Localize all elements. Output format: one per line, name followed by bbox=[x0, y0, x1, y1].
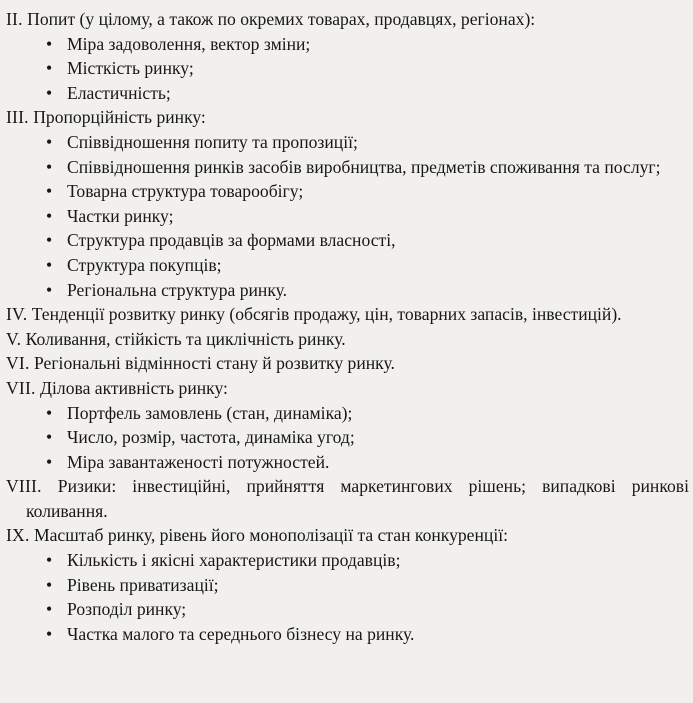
bullet-icon: • bbox=[46, 574, 53, 595]
outline-section bbox=[6, 327, 689, 352]
bullet-icon: • bbox=[46, 181, 53, 202]
bullet-icon: • bbox=[46, 58, 53, 79]
section-title: Попит (у цілому, а також по окремих товарах, продавцях, регіонах): bbox=[27, 9, 536, 29]
section-title: Ділова активність ринку: bbox=[40, 377, 228, 398]
list-item bbox=[46, 401, 689, 426]
bullet-list bbox=[6, 32, 689, 106]
list-item-text: Еластичність; bbox=[67, 82, 171, 103]
bullet-icon: • bbox=[46, 550, 53, 571]
section-heading bbox=[6, 105, 689, 130]
outline-section bbox=[6, 376, 689, 474]
list-item-text: Співвідношення попиту та пропозиції; bbox=[67, 131, 358, 152]
outline-section bbox=[6, 351, 689, 376]
list-item bbox=[46, 597, 689, 622]
list-item-text: Місткість ринку; bbox=[67, 58, 194, 79]
section-heading bbox=[6, 7, 689, 32]
section-heading bbox=[6, 302, 689, 327]
list-item bbox=[46, 278, 689, 303]
bullet-icon: • bbox=[46, 230, 53, 251]
section-heading bbox=[6, 376, 689, 401]
list-item bbox=[46, 56, 689, 81]
list-item-text: Міра задоволення, вектор зміни; bbox=[67, 33, 311, 54]
list-item-text: Частка малого та середнього бізнесу на ринку. bbox=[67, 623, 415, 644]
outline-section bbox=[6, 523, 689, 646]
outline-section bbox=[6, 7, 689, 105]
list-item bbox=[46, 204, 689, 229]
list-item bbox=[46, 32, 689, 57]
list-item bbox=[46, 622, 689, 647]
bullet-list bbox=[6, 401, 689, 475]
bullet-icon: • bbox=[46, 599, 53, 620]
list-item bbox=[46, 155, 689, 180]
bullet-icon: • bbox=[46, 451, 53, 472]
list-item-text: Частки ринку; bbox=[67, 205, 174, 226]
section-heading bbox=[6, 327, 689, 352]
section-heading bbox=[6, 523, 689, 548]
bullet-icon: • bbox=[46, 156, 53, 177]
section-numeral: V. bbox=[6, 328, 22, 349]
list-item bbox=[46, 573, 689, 598]
section-title: Пропорційність ринку: bbox=[33, 107, 206, 128]
section-title: Регіональні відмінності стану й розвитку ринку. bbox=[33, 353, 395, 374]
section-numeral: IV. bbox=[6, 304, 28, 325]
section-numeral: VII. bbox=[6, 377, 36, 398]
section-numeral: VIII. bbox=[6, 476, 42, 497]
list-item bbox=[46, 130, 689, 155]
bullet-icon: • bbox=[46, 254, 53, 275]
bullet-icon: • bbox=[46, 205, 53, 226]
bullet-icon: • bbox=[46, 131, 53, 152]
bullet-icon: • bbox=[46, 623, 53, 644]
section-numeral: IX. bbox=[6, 525, 30, 546]
bullet-icon: • bbox=[46, 427, 53, 448]
section-title: Коливання, стійкість та циклічність ринку. bbox=[25, 328, 346, 349]
list-item bbox=[46, 253, 689, 278]
list-item bbox=[46, 425, 689, 450]
section-numeral: VI. bbox=[6, 353, 30, 374]
list-item-text: Рівень приватизації; bbox=[67, 574, 219, 595]
bullet-icon: • bbox=[46, 82, 53, 103]
list-item bbox=[46, 81, 689, 106]
list-item-text: Кількість і якісні характеристики продавців; bbox=[67, 550, 401, 571]
list-item-text: Структура покупців; bbox=[67, 254, 222, 275]
section-title: Ризики: інвестиційні, прийняття маркетингових рішень; випадкові ринкові коливання. bbox=[26, 476, 689, 521]
section-numeral: III. bbox=[6, 107, 29, 128]
bullet-list bbox=[6, 548, 689, 646]
list-item-text: Регіональна структура ринку. bbox=[67, 279, 288, 300]
bullet-icon: • bbox=[46, 402, 53, 423]
list-item-text: Товарна структура товарообігу; bbox=[67, 181, 304, 202]
section-title: Масштаб ринку, рівень його монополізації та стан конкуренції: bbox=[33, 525, 508, 546]
list-item-text: Співвідношення ринків засобів виробництва, предметів споживання та послуг; bbox=[67, 156, 661, 177]
outline-section bbox=[6, 474, 689, 523]
list-item bbox=[46, 450, 689, 475]
list-item-text: Портфель замовлень (стан, динаміка); bbox=[67, 402, 353, 423]
section-numeral: II. bbox=[6, 9, 23, 29]
outline-section bbox=[6, 105, 689, 302]
list-item-text: Число, розмір, частота, динаміка угод; bbox=[67, 427, 355, 448]
list-item bbox=[46, 228, 689, 253]
bullet-icon: • bbox=[46, 33, 53, 54]
list-item bbox=[46, 179, 689, 204]
bullet-list bbox=[6, 130, 689, 302]
outline-section bbox=[6, 302, 689, 327]
section-title: Тенденції розвитку ринку (обсягів продажу, цін, товарних запасів, інвестицій). bbox=[31, 304, 622, 325]
list-item bbox=[46, 548, 689, 573]
list-item-text: Розподіл ринку; bbox=[67, 599, 187, 620]
bullet-icon: • bbox=[46, 279, 53, 300]
section-heading bbox=[6, 351, 689, 376]
list-item-text: Структура продавців за формами власності, bbox=[67, 230, 396, 251]
list-item-text: Міра завантаженості потужностей. bbox=[67, 451, 330, 472]
section-heading bbox=[6, 474, 689, 523]
